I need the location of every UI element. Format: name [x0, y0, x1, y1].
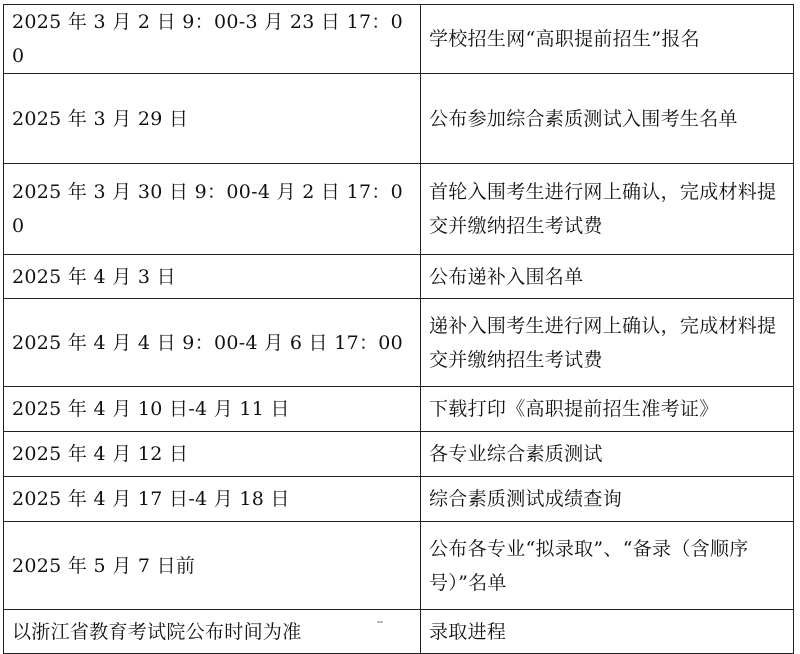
schedule-time-cell: 2025 年 4 月 10 日-4 月 11 日: [4, 387, 421, 432]
schedule-event-cell: 学校招生网“高职提前招生”报名: [421, 5, 794, 74]
schedule-time-cell: 2025 年 5 月 7 日前: [4, 522, 421, 610]
schedule-time-cell: 2025 年 3 月 29 日: [4, 74, 421, 164]
schedule-event-cell: 下载打印《高职提前招生准考证》: [421, 387, 794, 432]
schedule-time-cell: 以浙江省教育考试院公布时间为准: [4, 610, 421, 654]
admission-schedule-table: [3, 4, 794, 654]
schedule-time-cell: 2025 年 4 月 4 日 9：00-4 月 6 日 17：00: [4, 299, 421, 387]
table-row: [4, 522, 794, 610]
page-edge-mark: [377, 621, 383, 623]
table-row: [4, 477, 794, 522]
schedule-event-cell: 录取进程: [421, 610, 794, 654]
schedule-event-cell: 首轮入围考生进行网上确认，完成材料提交并缴纳招生考试费: [421, 164, 794, 255]
table-row: [4, 387, 794, 432]
schedule-time-cell: 2025 年 3 月 2 日 9：00-3 月 23 日 17：00: [4, 5, 421, 74]
schedule-event-cell: 公布参加综合素质测试入围考生名单: [421, 74, 794, 164]
schedule-time-cell: 2025 年 4 月 17 日-4 月 18 日: [4, 477, 421, 522]
schedule-event-cell: 综合素质测试成绩查询: [421, 477, 794, 522]
table-row: [4, 432, 794, 477]
schedule-event-cell: 公布各专业“拟录取”、“备录（含顺序号）”名单: [421, 522, 794, 610]
table-row: [4, 255, 794, 299]
table-row: [4, 299, 794, 387]
schedule-event-cell: 递补入围考生进行网上确认，完成材料提交并缴纳招生考试费: [421, 299, 794, 387]
schedule-event-cell: 公布递补入围名单: [421, 255, 794, 299]
schedule-time-cell: 2025 年 3 月 30 日 9：00-4 月 2 日 17：00: [4, 164, 421, 255]
schedule-time-cell: 2025 年 4 月 3 日: [4, 255, 421, 299]
table-row: [4, 5, 794, 74]
table-row: [4, 164, 794, 255]
schedule-time-cell: 2025 年 4 月 12 日: [4, 432, 421, 477]
table-row: [4, 74, 794, 164]
table-row: [4, 610, 794, 654]
schedule-event-cell: 各专业综合素质测试: [421, 432, 794, 477]
